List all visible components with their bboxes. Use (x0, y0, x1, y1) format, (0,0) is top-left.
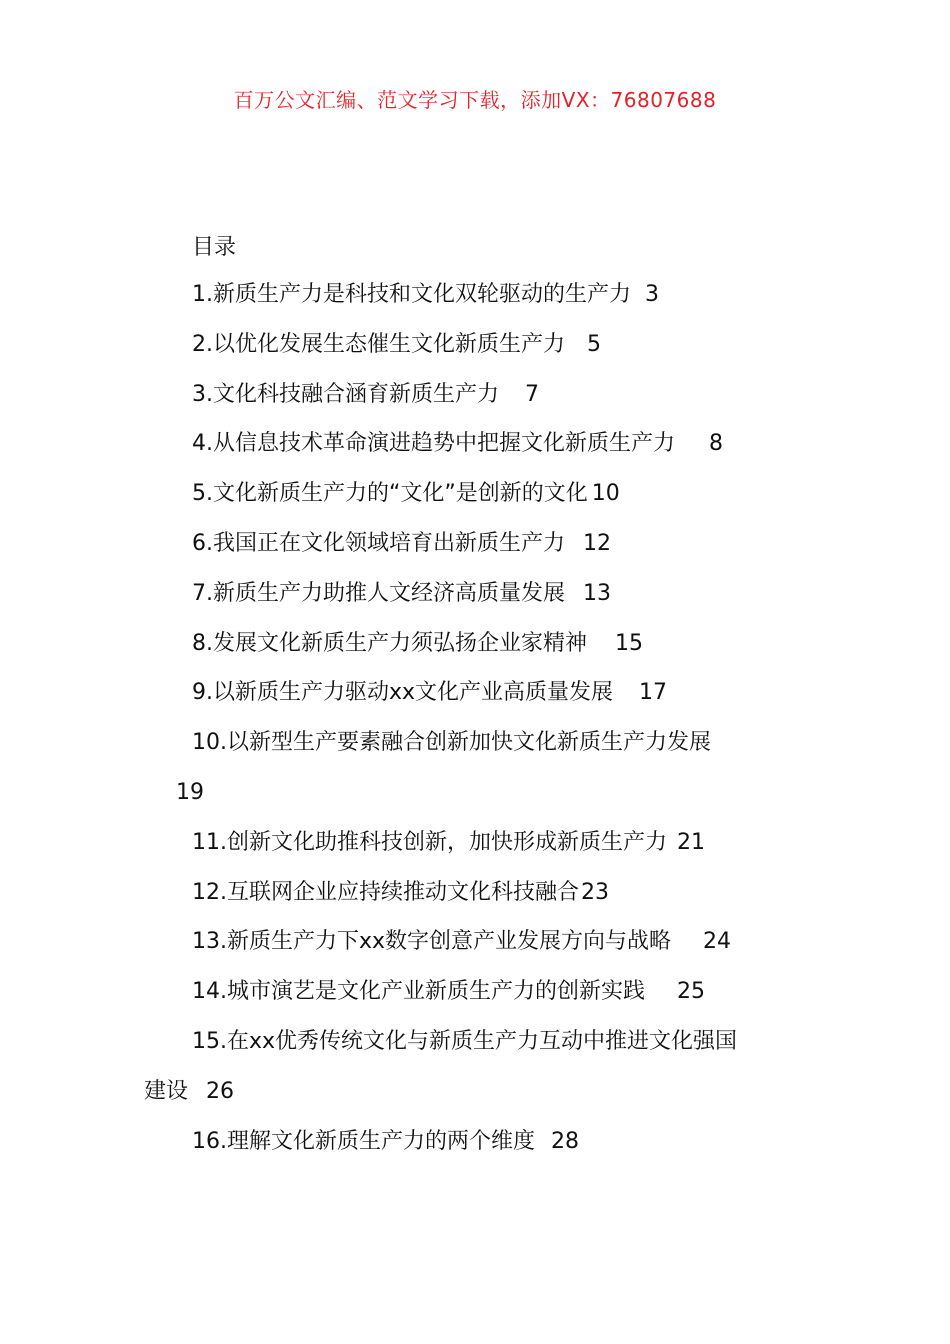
page-number: 19 (176, 779, 204, 805)
page-number: 25 (677, 979, 705, 1005)
toc-entry-8[interactable]: 8.发展文化新质生产力须弘扬企业家精神 15 (192, 630, 643, 656)
page-number: 26 (206, 1078, 235, 1104)
toc-entry-12[interactable]: 12.互联网企业应持续推动文化科技融合23 (192, 879, 609, 905)
page-number: 24 (703, 929, 732, 955)
table-of-contents (0, 270, 950, 1166)
page-number: 21 (677, 829, 705, 855)
toc-entry-15[interactable]: 15.在xx优秀传统文化与新质生产力互动中推进文化强国 (192, 1028, 738, 1054)
page-number: 17 (639, 680, 668, 706)
toc-entry-16[interactable]: 16.理解文化新质生产力的两个维度 28 (192, 1128, 579, 1154)
toc-entry-10-page (0, 768, 950, 818)
page-number: 23 (581, 879, 609, 905)
toc-entry-10[interactable]: 10.以新型生产要素融合创新加快文化新质生产力发展 (192, 730, 711, 756)
toc-title: 目录 (192, 235, 237, 260)
page-number: 7 (525, 381, 539, 407)
watermark-header: 百万公文汇编、范文学习下载，添加VX：76807688 (233, 88, 717, 112)
page-number: 3 (645, 282, 659, 307)
toc-entry-14[interactable]: 14.城市演艺是文化产业新质生产力的创新实践 25 (192, 979, 705, 1005)
toc-entry-5[interactable]: 5.文化新质生产力的“文化”是创新的文化 10 (192, 481, 620, 507)
toc-entry-7[interactable]: 7.新质生产力助推人文经济高质量发展 13 (192, 580, 611, 606)
page-number: 5 (587, 331, 601, 357)
toc-entry-11[interactable]: 11.创新文化助推科技创新，加快形成新质生产力 21 (192, 829, 705, 855)
page-number: 10 (591, 481, 620, 507)
toc-entry-3[interactable]: 3.文化科技融合涵育新质生产力 7 (192, 381, 539, 407)
page-number: 12 (583, 530, 611, 556)
toc-entry-6[interactable]: 6.我国正在文化领域培育出新质生产力 12 (192, 530, 611, 556)
toc-entry-15-cont: 建设 26 (144, 1078, 235, 1104)
page-number: 13 (583, 580, 611, 606)
toc-entry-2[interactable]: 2.以优化发展生态催生文化新质生产力 5 (192, 331, 601, 357)
page-number: 8 (709, 431, 723, 457)
toc-entry-13[interactable]: 13.新质生产力下xx数字创意产业发展方向与战略 24 (192, 929, 732, 955)
toc-entry-9[interactable]: 9.以新质生产力驱动xx文化产业高质量发展 17 (192, 680, 668, 706)
toc-entry-4[interactable]: 4.从信息技术革命演进趋势中把握文化新质生产力 8 (192, 431, 723, 457)
page-number: 28 (551, 1128, 579, 1154)
toc-entry-1[interactable]: 1.新质生产力是科技和文化双轮驱动的生产力 3 (192, 282, 659, 307)
page-number: 15 (615, 630, 643, 656)
